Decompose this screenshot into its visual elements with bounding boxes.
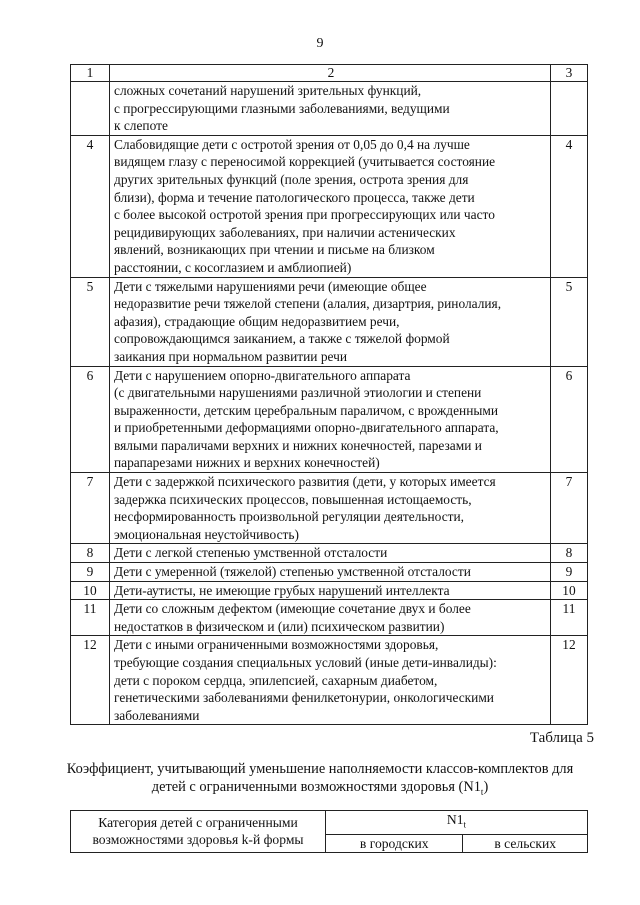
- table-5: [70, 810, 588, 853]
- row-number: 5: [71, 277, 110, 366]
- description-line: сложных сочетаний нарушений зрительных функций,: [114, 83, 422, 98]
- table-5-label: Таблица 5: [529, 730, 594, 746]
- n1-subscript: t: [463, 819, 467, 830]
- description-line: Дети с иными ограниченными возможностями здоровья,: [114, 637, 439, 653]
- caption-line-1: Коэффициент, учитывающий уменьшение наполняемости классов-комплектов для: [66, 761, 574, 777]
- row-number: 8: [71, 544, 110, 563]
- row-number-right: 12: [551, 636, 588, 725]
- row-description: [110, 636, 551, 725]
- row-number: 12: [71, 636, 110, 725]
- description-line: Дети с нарушением опорно-двигательного аппарата: [114, 367, 411, 383]
- description-line: заболеваниями: [114, 707, 200, 723]
- description-line: к слепоте: [114, 118, 168, 134]
- row-description: [110, 82, 551, 136]
- row-number: 11: [71, 600, 110, 636]
- table-row: [71, 366, 588, 473]
- row-description: [110, 366, 551, 473]
- row-number-right: 9: [551, 563, 588, 582]
- description-line: недоразвитие речи тяжелой степени (алалия, дизартрия, ринолалия,: [114, 296, 502, 312]
- description-line: близи), форма и течение патологического процесса, также дети: [114, 189, 475, 205]
- description-line: генетическими заболеваниями фенилкетонурии, онкологическими: [114, 690, 494, 706]
- row-number: 9: [71, 563, 110, 582]
- row-description: [110, 581, 551, 600]
- row-number: [71, 82, 110, 136]
- n1-label: N1: [446, 812, 464, 827]
- row-number-right: 10: [551, 581, 588, 600]
- row-number: 4: [71, 135, 110, 277]
- caption-end: ): [483, 779, 489, 795]
- table-5-category-header: [71, 811, 326, 853]
- table-5-caption: [40, 760, 600, 801]
- row-description: [110, 277, 551, 366]
- category-header-line-1: Категория детей с ограниченными: [98, 815, 298, 831]
- header-col-1: 1: [71, 65, 110, 82]
- description-line: заикания при нормальном развитии речи: [114, 348, 348, 364]
- description-line: недостатков в физическом и (или) психическом развитии): [114, 618, 445, 634]
- page-number: 9: [316, 36, 324, 51]
- table-row: [71, 277, 588, 366]
- description-line: с прогрессирующими глазными заболеваниями, ведущими: [114, 100, 450, 116]
- description-line: Дети с легкой степенью умственной отсталости: [114, 545, 388, 561]
- description-line: Дети со сложным дефектом (имеющие сочетание двух и более: [114, 601, 471, 617]
- table-5-header-row-1: [71, 811, 588, 835]
- row-number: 7: [71, 473, 110, 544]
- table-header-row: [71, 65, 588, 82]
- description-line: дети с пороком сердца, эпилепсией, сахарным диабетом,: [114, 672, 438, 688]
- description-line: Дети с задержкой психического развития (дети, у которых имеется: [114, 474, 496, 490]
- row-number-right: 5: [551, 277, 588, 366]
- header-col-2: 2: [110, 65, 551, 82]
- description-line: (с двигательными нарушениями различной этиологии и степени: [114, 385, 482, 401]
- description-line: явлений, возникающих при чтении и письме на близком: [114, 242, 435, 258]
- row-description: [110, 473, 551, 544]
- description-line: эмоциональная неустойчивость): [114, 526, 299, 542]
- row-description: [110, 600, 551, 636]
- table-row: [71, 135, 588, 277]
- table-5-n1-header: [326, 811, 588, 835]
- table-row: [71, 563, 588, 582]
- description-line: расстоянии, с косоглазием и амблиопией): [114, 259, 352, 275]
- table-row: [71, 544, 588, 563]
- description-line: парапарезами нижних и верхних конечностей): [114, 455, 380, 471]
- description-line: других зрительных функций (поле зрения, острота зрения для: [114, 171, 469, 187]
- row-number-right: 7: [551, 473, 588, 544]
- description-line: требующие создания специальных условий (иные дети-инвалиды):: [114, 655, 497, 670]
- category-header-line-2: возможностями здоровья k-й формы: [92, 832, 304, 848]
- description-line: задержка психических процессов, повышенная истощаемость,: [114, 491, 472, 507]
- row-number: 10: [71, 581, 110, 600]
- caption-subscript: t: [480, 786, 484, 797]
- description-line: афазия), страдающие общим недоразвитием речи,: [114, 313, 400, 329]
- description-line: Дети с тяжелыми нарушениями речи (имеющие общее: [114, 278, 427, 294]
- row-number: 6: [71, 366, 110, 473]
- row-description: [110, 544, 551, 563]
- description-line: сопровождающимся заиканием, а также с тяжелой формой: [114, 331, 450, 347]
- description-line: несформированность произвольной регуляции деятельности,: [114, 509, 465, 525]
- disability-categories-table: [70, 64, 588, 725]
- description-line: Слабовидящие дети с остротой зрения от 0,05 до 0,4 на лучше: [114, 136, 470, 152]
- caption-line-2: детей с ограниченными возможностями здоровья (N1: [151, 779, 481, 795]
- description-line: с более высокой остротой зрения при прогрессирующих или часто: [114, 207, 495, 223]
- description-line: Дети с умеренной (тяжелой) степенью умственной отсталости: [114, 564, 471, 580]
- row-description: [110, 563, 551, 582]
- description-line: рецидивирующих заболеваниях, при наличии астенических: [114, 224, 456, 240]
- description-line: видящем глазу с переносимой коррекцией (учитывается состояние: [114, 154, 496, 170]
- description-line: выраженности, детским церебральным параличом, с врожденными: [114, 402, 498, 418]
- description-line: вялыми параличами верхних и нижних конечностей, парезами и: [114, 437, 482, 453]
- row-number-right: 8: [551, 544, 588, 563]
- table-row: [71, 473, 588, 544]
- row-number-right: 6: [551, 366, 588, 473]
- table-row: [71, 82, 588, 136]
- description-line: Дети-аутисты, не имеющие грубых нарушений интеллекта: [114, 582, 450, 598]
- row-number-right: [551, 82, 588, 136]
- table-row: [71, 581, 588, 600]
- table-5-urban-header: в городских: [326, 834, 463, 852]
- table-row: [71, 636, 588, 725]
- table-5-rural-header: в сельских: [463, 834, 588, 852]
- row-number-right: 4: [551, 135, 588, 277]
- row-description: [110, 135, 551, 277]
- table-row: [71, 600, 588, 636]
- description-line: и приобретенными деформациями опорно-двигательного аппарата,: [114, 420, 499, 436]
- row-number-right: 11: [551, 600, 588, 636]
- header-col-3: 3: [551, 65, 588, 82]
